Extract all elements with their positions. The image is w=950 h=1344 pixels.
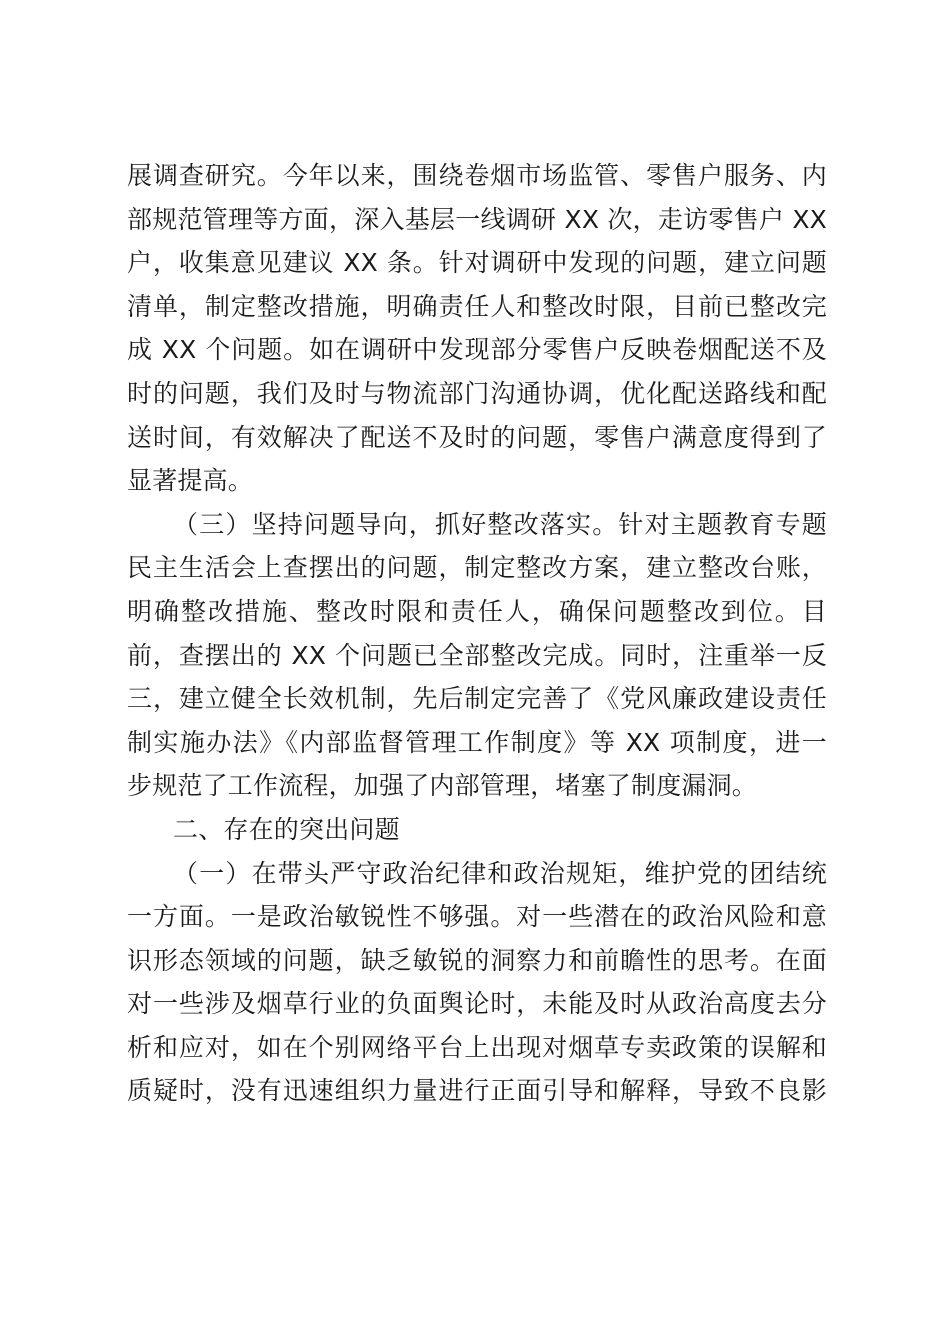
body-line: 识形态领域的问题，缺乏敏锐的洞察力和前瞻性的思考。在面 — [127, 945, 827, 975]
body-line: 明确整改措施、整改时限和责任人，确保问题整改到位。目 — [127, 596, 827, 626]
body-line: 质疑时，没有迅速组织力量进行正面引导和解释，导致不良影 — [127, 1076, 827, 1106]
section-heading-line: （一）在带头严守政治纪律和政治规矩，维护党的团结统 — [173, 858, 827, 888]
body-line: 时的问题，我们及时与物流部门沟通协调，优化配送路线和配 — [127, 378, 827, 408]
body-line: 民主生活会上查摆出的问题，制定整改方案，建立整改台账， — [127, 553, 827, 583]
document-body — [127, 154, 827, 1113]
body-line: 送时间，有效解决了配送不及时的问题，零售户满意度得到了 — [127, 422, 827, 452]
body-line: 步规范了工作流程，加强了内部管理，堵塞了制度漏洞。 — [127, 771, 758, 801]
section-heading-line: （三）坚持问题导向，抓好整改落实。针对主题教育专题 — [173, 509, 827, 539]
body-line: 清单，制定整改措施，明确责任人和整改时限，目前已整改完 — [127, 291, 827, 321]
body-line: 户，收集意见建议 XX 条。针对调研中发现的问题，建立问题 — [127, 248, 827, 278]
body-line: 成 XX 个问题。如在调研中发现部分零售户反映卷烟配送不及 — [127, 335, 827, 365]
body-line: 部规范管理等方面，深入基层一线调研 XX 次，走访零售户 XX — [127, 204, 827, 234]
chapter-heading: 二、存在的突出问题 — [173, 814, 400, 844]
body-line: 三，建立健全长效机制，先后制定完善了《党风廉政建设责任 — [127, 684, 827, 714]
body-line: 前，查摆出的 XX 个问题已全部整改完成。同时，注重举一反 — [127, 640, 827, 670]
body-line: 制实施办法》《内部监督管理工作制度》等 XX 项制度，进一 — [127, 727, 827, 757]
body-line: 析和应对，如在个别网络平台上出现对烟草专卖政策的误解和 — [127, 1032, 827, 1062]
body-line: 对一些涉及烟草行业的负面舆论时，未能及时从政治高度去分 — [127, 989, 827, 1019]
body-line: 一方面。一是政治敏锐性不够强。对一些潜在的政治风险和意 — [127, 902, 827, 932]
body-line: 显著提高。 — [127, 466, 254, 496]
body-line: 展调查研究。今年以来，围绕卷烟市场监管、零售户服务、内 — [127, 161, 827, 190]
